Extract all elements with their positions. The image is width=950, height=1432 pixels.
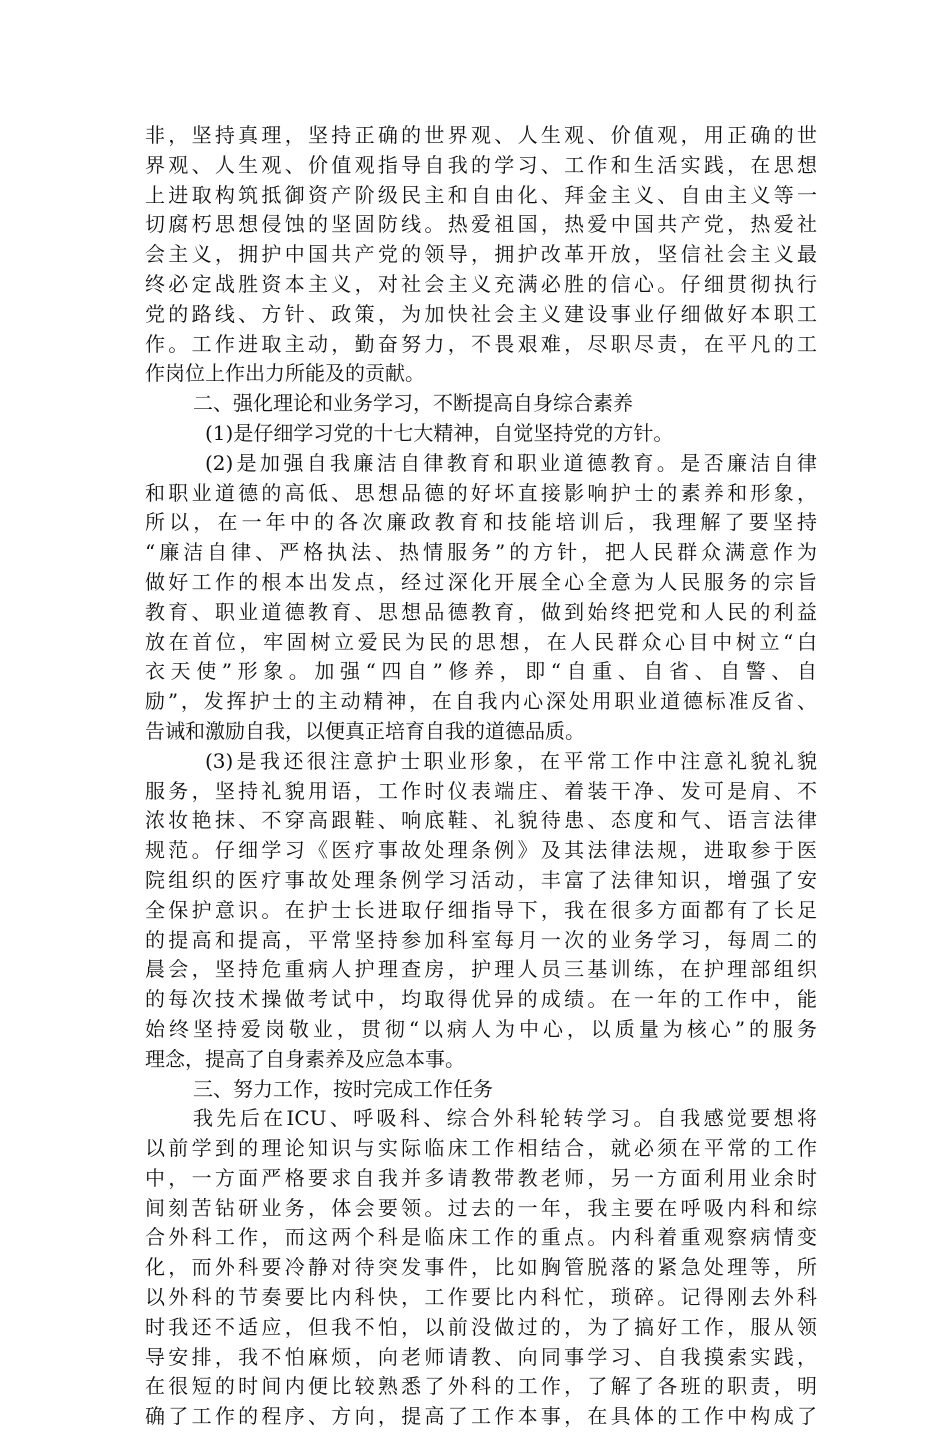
text-line: 在很短的时间内便比较熟悉了外科的工作，了解了各班的职责，明 — [145, 1374, 817, 1399]
text-line: 放在首位，牢固树立爱民为民的思想，在人民群众心目中树立“白 — [145, 629, 817, 654]
text-line: 浓妆艳抹、不穿高跟鞋、响底鞋、礼貌待患、态度和气、语言法律 — [145, 808, 817, 833]
text-line: 导安排，我不怕麻烦，向老师请教、向同事学习、自我摸索实践， — [145, 1344, 817, 1369]
text-line: 化，而外科要冷静对待突发事件，比如胸管脱落的紧急处理等，所 — [145, 1255, 817, 1280]
text-line: 和职业道德的高低、思想品德的好坏直接影响护士的素养和形象， — [145, 480, 817, 505]
text-line: 作。工作进取主动，勤奋努力，不畏艰难，尽职尽责，在平凡的工 — [145, 331, 817, 356]
text-line: 励”，发挥护士的主动精神，在自我内心深处用职业道德标准反省、 — [145, 689, 817, 714]
text-line: 作岗位上作出力所能及的贡献。 — [145, 361, 425, 386]
text-line: 上进取构筑抵御资产阶级民主和自由化、拜金主义、自由主义等一 — [145, 182, 817, 207]
text-line: 理念，提高了自身素养及应急本事。 — [145, 1046, 465, 1071]
text-line: 的提高和提高，平常坚持参加科室每月一次的业务学习，每周二的 — [145, 927, 817, 952]
text-line: (3)是我还很注意护士职业形象，在平常工作中注意礼貌礼貌 — [205, 748, 817, 773]
text-line: 界观、人生观、价值观指导自我的学习、工作和生活实践，在思想 — [145, 152, 817, 177]
text-line: 中，一方面严格要求自我并多请教带教老师，另一方面利用业余时 — [145, 1165, 817, 1190]
text-line: 非，坚持真理，坚持正确的世界观、人生观、价值观，用正确的世 — [145, 123, 817, 147]
text-line: 我先后在ICU、呼吸科、综合外科轮转学习。自我感觉要想将 — [193, 1106, 817, 1131]
text-line: 二、强化理论和业务学习，不断提高自身综合素养 — [193, 391, 633, 416]
text-line: 确了工作的程序、方向，提高了工作本事，在具体的工作中构成了 — [145, 1404, 817, 1429]
text-line: 所以，在一年中的各次廉政教育和技能培训后，我理解了要坚持 — [145, 510, 817, 535]
text-line: 院组织的医疗事故处理条例学习活动，丰富了法律知识，增强了安 — [145, 867, 817, 892]
text-line: (2)是加强自我廉洁自律教育和职业道德教育。是否廉洁自律 — [205, 450, 817, 475]
text-line: 以前学到的理论知识与实际临床工作相结合，就必须在平常的工作 — [145, 1136, 817, 1161]
text-line: “廉洁自律、严格执法、热情服务”的方针，把人民群众满意作为 — [145, 540, 817, 565]
text-line: 做好工作的根本出发点，经过深化开展全心全意为人民服务的宗旨 — [145, 569, 817, 594]
text-line: 会主义，拥护中国共产党的领导，拥护改革开放，坚信社会主义最 — [145, 242, 817, 267]
text-line: 合外科工作，而这两个科是临床工作的重点。内科着重观察病情变 — [145, 1225, 817, 1250]
text-line: 始终坚持爱岗敬业，贯彻“以病人为中心，以质量为核心”的服务 — [145, 1016, 817, 1041]
text-line: (1)是仔细学习党的十七大精神，自觉坚持党的方针。 — [205, 420, 674, 445]
text-line: 时我还不适应，但我不怕，以前没做过的，为了搞好工作，服从领 — [145, 1314, 817, 1339]
text-line: 切腐朽思想侵蚀的坚固防线。热爱祖国，热爱中国共产党，热爱社 — [145, 212, 817, 237]
text-line: 衣天使”形象。加强“四自”修养，即“自重、自省、自警、自 — [145, 659, 817, 684]
text-line: 晨会，坚持危重病人护理查房，护理人员三基训练，在护理部组织 — [145, 957, 817, 982]
text-line: 党的路线、方针、政策，为加快社会主义建设事业仔细做好本职工 — [145, 301, 817, 326]
document-body — [145, 121, 817, 1432]
text-line: 间刻苦钻研业务，体会要领。过去的一年，我主要在呼吸内科和综 — [145, 1195, 817, 1220]
text-line: 三、努力工作，按时完成工作任务 — [193, 1076, 493, 1101]
text-line: 教育、职业道德教育、思想品德教育，做到始终把党和人民的利益 — [145, 599, 817, 624]
text-line: 终必定战胜资本主义，对社会主义充满必胜的信心。仔细贯彻执行 — [145, 271, 817, 296]
text-line: 规范。仔细学习《医疗事故处理条例》及其法律法规，进取参于医 — [145, 838, 817, 863]
text-line: 全保护意识。在护士长进取仔细指导下，我在很多方面都有了长足 — [145, 897, 817, 922]
text-line: 服务，坚持礼貌用语，工作时仪表端庄、着装干净、发可是肩、不 — [145, 778, 817, 803]
text-line: 以外科的节奏要比内科快，工作要比内科忙，琐碎。记得刚去外科 — [145, 1285, 817, 1310]
text-line: 的每次技术操做考试中，均取得优异的成绩。在一年的工作中，能 — [145, 987, 817, 1012]
text-line: 告诫和激励自我，以便真正培育自我的道德品质。 — [145, 718, 585, 743]
